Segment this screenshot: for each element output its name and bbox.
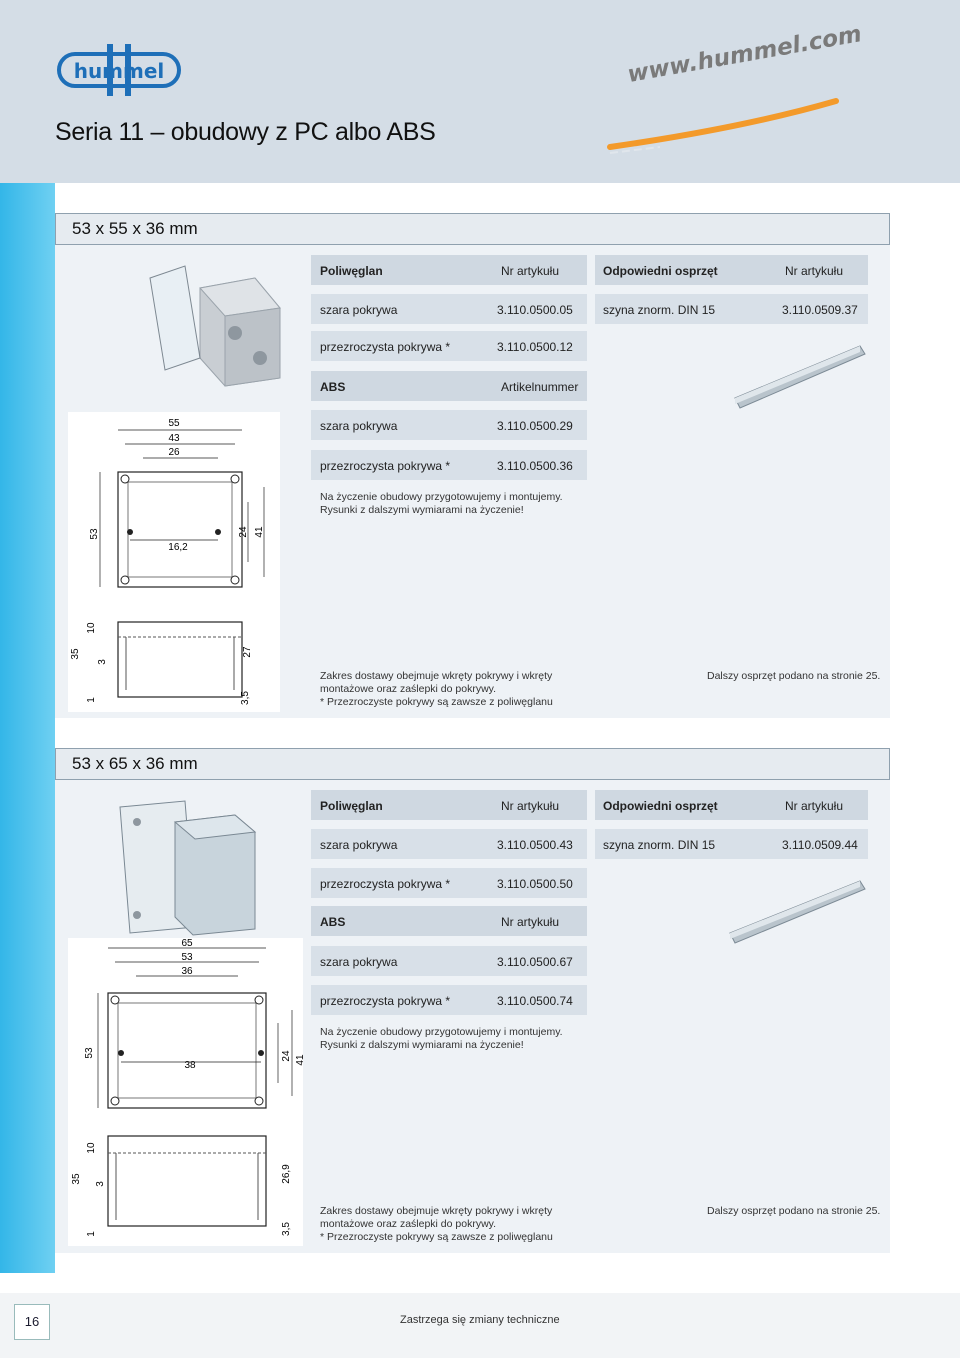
side-band — [0, 183, 55, 1273]
article-number: 3.110.0500.05 — [497, 303, 573, 317]
table-row — [595, 294, 868, 324]
table-header-accessory — [595, 790, 868, 820]
row-label: szyna znorm. DIN 15 — [603, 838, 716, 852]
abs-label: ABS — [320, 915, 346, 929]
row-label: szara pokrywa — [320, 955, 398, 969]
dim-label: 26 — [168, 447, 180, 458]
code-header: Nr artykułu — [501, 915, 560, 929]
logo-text: hummel — [73, 59, 165, 83]
code-header: Nr artykułu — [501, 264, 560, 278]
article-number: 3.110.0500.74 — [497, 994, 573, 1008]
article-number: 3.110.0500.67 — [497, 955, 573, 969]
accessory-label: Odpowiedni osprzęt — [603, 264, 718, 278]
table-header-abs — [311, 906, 587, 936]
row-label: przezroczysta pokrywa * — [320, 459, 451, 473]
code-header: Artikelnummer — [501, 380, 579, 394]
dim-label: 1 — [86, 697, 97, 703]
accessory-label: Odpowiedni osprzęt — [603, 799, 718, 813]
table-row — [311, 410, 587, 440]
section-title: 53 x 55 x 36 mm — [72, 219, 198, 238]
enclosure-photo — [140, 258, 300, 388]
section-title: 53 x 65 x 36 mm — [72, 754, 198, 773]
dim-label: 27 — [242, 646, 253, 658]
code-header: Nr artykułu — [501, 799, 560, 813]
delivery-note: Zakres dostawy obejmuje wkręty pokrywy i wkręty montażowe oraz zaślepki do pokrywy. * Przezroczyste pokrywy są zawsze z poliwęglanu — [320, 670, 553, 708]
dim-label: 38 — [184, 1060, 196, 1071]
dim-label: 53 — [181, 952, 193, 963]
table-header-pc — [311, 255, 587, 285]
code-header: Nr artykułu — [785, 799, 844, 813]
article-number: 3.110.0500.50 — [497, 877, 573, 891]
dim-label: 3,5 — [281, 1222, 292, 1236]
section-title-bar — [55, 748, 890, 780]
website-link[interactable]: www.hummel.com — [625, 21, 864, 89]
article-number: 3.110.0509.44 — [782, 838, 858, 852]
dim-label: 65 — [181, 938, 193, 949]
table-header-accessory — [595, 255, 868, 285]
dim-label: 41 — [254, 526, 265, 538]
table-row — [311, 331, 587, 361]
dim-label: 10 — [86, 622, 97, 634]
table-row — [595, 829, 868, 859]
technical-drawing — [68, 412, 280, 712]
row-label: szyna znorm. DIN 15 — [603, 303, 716, 317]
orange-swoosh — [600, 95, 840, 155]
dim-label: 1 — [86, 1231, 97, 1237]
dim-label: 36 — [181, 966, 193, 977]
dim-label: 35 — [71, 1173, 82, 1185]
pc-label: Poliwęglan — [320, 799, 383, 813]
dim-label: 3 — [97, 659, 108, 665]
row-label: przezroczysta pokrywa * — [320, 340, 451, 354]
page-title: Seria 11 – obudowy z PC albo ABS — [55, 118, 436, 146]
accessory-note: Dalszy osprzęt podano na stronie 25. — [707, 670, 881, 682]
article-number: 3.110.0509.37 — [782, 303, 858, 317]
article-number: 3.110.0500.43 — [497, 838, 573, 852]
table-row — [311, 946, 587, 976]
table-row — [311, 450, 587, 480]
code-header: Nr artykułu — [785, 264, 844, 278]
table-header-abs — [311, 371, 587, 401]
article-number: 3.110.0500.36 — [497, 459, 573, 473]
info-note: Na życzenie obudowy przygotowujemy i montujemy. Rysunki z dalszymi wymiarami na życzenie! — [320, 1026, 563, 1051]
dim-label: 35 — [70, 648, 81, 660]
dim-label: 16,2 — [168, 542, 188, 553]
info-note: Na życzenie obudowy przygotowujemy i montujemy. Rysunki z dalszymi wymiarami na życzenie! — [320, 491, 563, 516]
footer-disclaimer: Zastrzega się zmiany techniczne — [400, 1314, 560, 1326]
technical-drawing — [68, 938, 306, 1246]
dim-label: 55 — [168, 418, 180, 429]
page-number: 16 — [14, 1304, 50, 1340]
dim-label: 24 — [238, 526, 249, 538]
dim-label: 24 — [281, 1050, 292, 1062]
dim-label: 26,9 — [281, 1164, 292, 1184]
hummel-logo — [55, 40, 185, 100]
article-number: 3.110.0500.29 — [497, 419, 573, 433]
delivery-note: Zakres dostawy obejmuje wkręty pokrywy i wkręty montażowe oraz zaślepki do pokrywy. * Przezroczyste pokrywy są zawsze z poliwęglanu — [320, 1205, 553, 1243]
dim-label: 3,5 — [240, 691, 251, 705]
table-row — [311, 985, 587, 1015]
row-label: szara pokrywa — [320, 303, 398, 317]
abs-label: ABS — [320, 380, 346, 394]
pc-label: Poliwęglan — [320, 264, 383, 278]
table-row — [311, 829, 587, 859]
article-number: 3.110.0500.12 — [497, 340, 573, 354]
dim-label: 43 — [168, 433, 180, 444]
row-label: szara pokrywa — [320, 419, 398, 433]
section-title-bar — [55, 213, 890, 245]
dim-label: 10 — [86, 1142, 97, 1154]
table-header-pc — [311, 790, 587, 820]
accessory-note: Dalszy osprzęt podano na stronie 25. — [707, 1205, 881, 1217]
dim-label: 53 — [84, 1047, 95, 1059]
dim-label: 41 — [295, 1054, 306, 1066]
enclosure-photo — [115, 797, 265, 937]
din-rail-photo — [730, 338, 870, 413]
din-rail-photo — [725, 873, 870, 948]
dim-label: 53 — [89, 528, 100, 540]
table-row — [311, 868, 587, 898]
row-label: przezroczysta pokrywa * — [320, 994, 451, 1008]
row-label: przezroczysta pokrywa * — [320, 877, 451, 891]
row-label: szara pokrywa — [320, 838, 398, 852]
table-row — [311, 294, 587, 324]
dim-label: 3 — [95, 1181, 106, 1187]
